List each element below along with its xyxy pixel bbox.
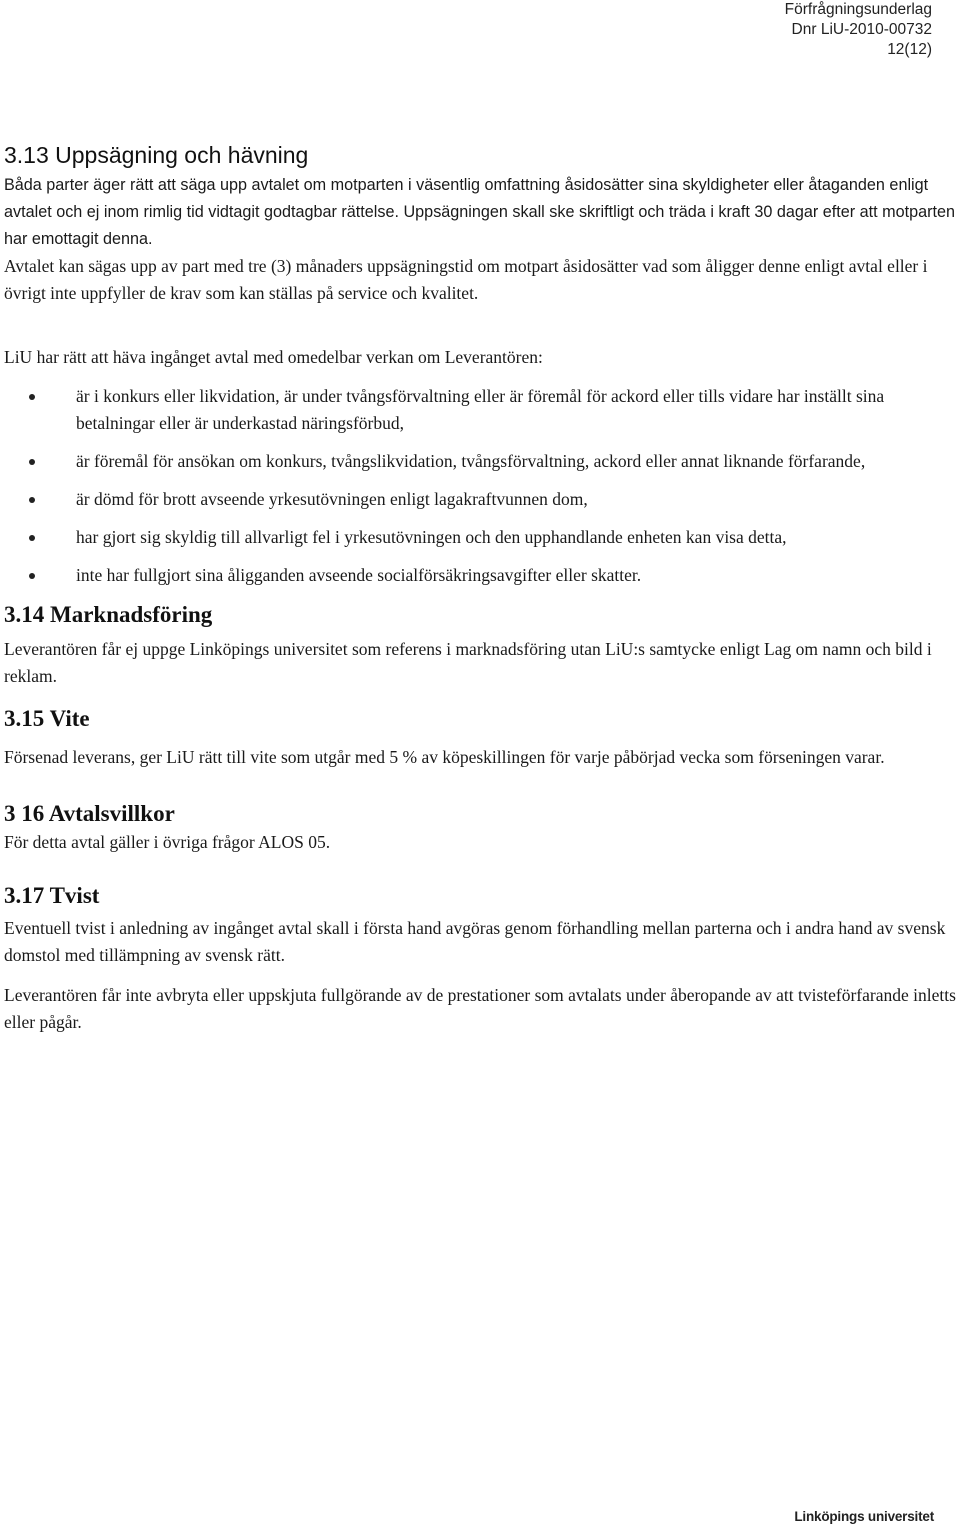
university-logo: Linköpings universitet (794, 1509, 934, 1524)
page-header (785, 0, 932, 60)
section-3-15-paragraph: Försenad leverans, ger LiU rätt till vite som utgår med 5 % av köpeskillingen för varje påbörjad vecka som förseningen varar. (4, 747, 885, 767)
list-item-text: har gjort sig skyldig till allvarligt fel i yrkesutövningen och den upphandlande enheten kan visa detta, (76, 527, 787, 547)
section-title-3-15: 3.15 Vite (4, 706, 90, 731)
list-item-text: är dömd för brott avseende yrkesutövningen enligt lagakraftvunnen dom, (76, 489, 588, 509)
section-3-16-paragraph: För detta avtal gäller i övriga frågor ALOS 05. (4, 832, 331, 852)
section-title-3-17: 3.17 Tvist (4, 883, 100, 908)
list-item (4, 448, 956, 475)
list-item-text: är i konkurs eller likvidation, är under tvångsförvaltning eller är föremål för ackord eller tills vidare har inställt sina betalningar eller är underkastad näringsförbud, (76, 386, 885, 433)
document-reference: Dnr LiU-2010-00732 (791, 21, 932, 38)
bullet-icon (29, 573, 35, 579)
document-type: Förfrågningsunderlag (784, 1, 932, 18)
list-item (4, 524, 956, 551)
section-3-17-paragraph-2: Leverantören får inte avbryta eller uppskjuta fullgörande av de prestationer som avtalats under åberopande av att tvisteförfarande inletts eller pågår. (4, 985, 956, 1032)
section-title-3-16: 3 16 Avtalsvillkor (4, 801, 175, 826)
bullet-icon (29, 535, 35, 541)
page-number: 12(12) (887, 41, 932, 58)
bullet-icon (29, 394, 35, 400)
section-title-3-14: 3.14 Marknadsföring (4, 602, 213, 627)
list-item (4, 562, 956, 589)
list-item-text: inte har fullgjort sina åligganden avseende socialförsäkringsavgifter eller skatter. (76, 565, 642, 585)
bullet-icon (29, 497, 35, 503)
list-item (4, 486, 956, 513)
section-3-13-paragraph-2: Avtalet kan sägas upp av part med tre (3) månaders uppsägningstid om motpart åsidosätter vad som åligger denne enligt avtal eller i övrigt inte uppfyller de krav som kan ställas på service och kvalitet. (4, 256, 928, 303)
section-title-3-13: 3.13 Uppsägning och hävning (4, 142, 309, 168)
list-item (4, 383, 956, 437)
section-3-13-paragraph-1: Båda parter äger rätt att säga upp avtalet om motparten i väsentlig omfattning åsidosätter sina skyldigheter eller åtaganden enligt avtalet och ej inom rimlig tid vidtagit godtagbar rättelse. Uppsägningen skall ske skriftligt och träda i kraft 30 dagar efter att motparten har emottagit denna. (4, 176, 956, 248)
document-body (4, 140, 956, 1036)
bullet-icon (29, 459, 35, 465)
list-item-text: är föremål för ansökan om konkurs, tvångslikvidation, tvångsförvaltning, ackord eller annat liknande förfarande, (76, 451, 866, 471)
section-3-13-paragraph-3: LiU har rätt att häva ingånget avtal med omedelbar verkan om Leverantören: (4, 347, 543, 367)
section-3-17-paragraph-1: Eventuell tvist i anledning av ingånget avtal skall i första hand avgöras genom förhandling mellan parterna och i andra hand av svensk domstol med tillämpning av svensk rätt. (4, 918, 946, 965)
termination-conditions-list (4, 383, 956, 589)
section-3-14-paragraph: Leverantören får ej uppge Linköpings universitet som referens i marknadsföring utan LiU:s samtycke enligt Lag om namn och bild i reklam. (4, 639, 932, 686)
